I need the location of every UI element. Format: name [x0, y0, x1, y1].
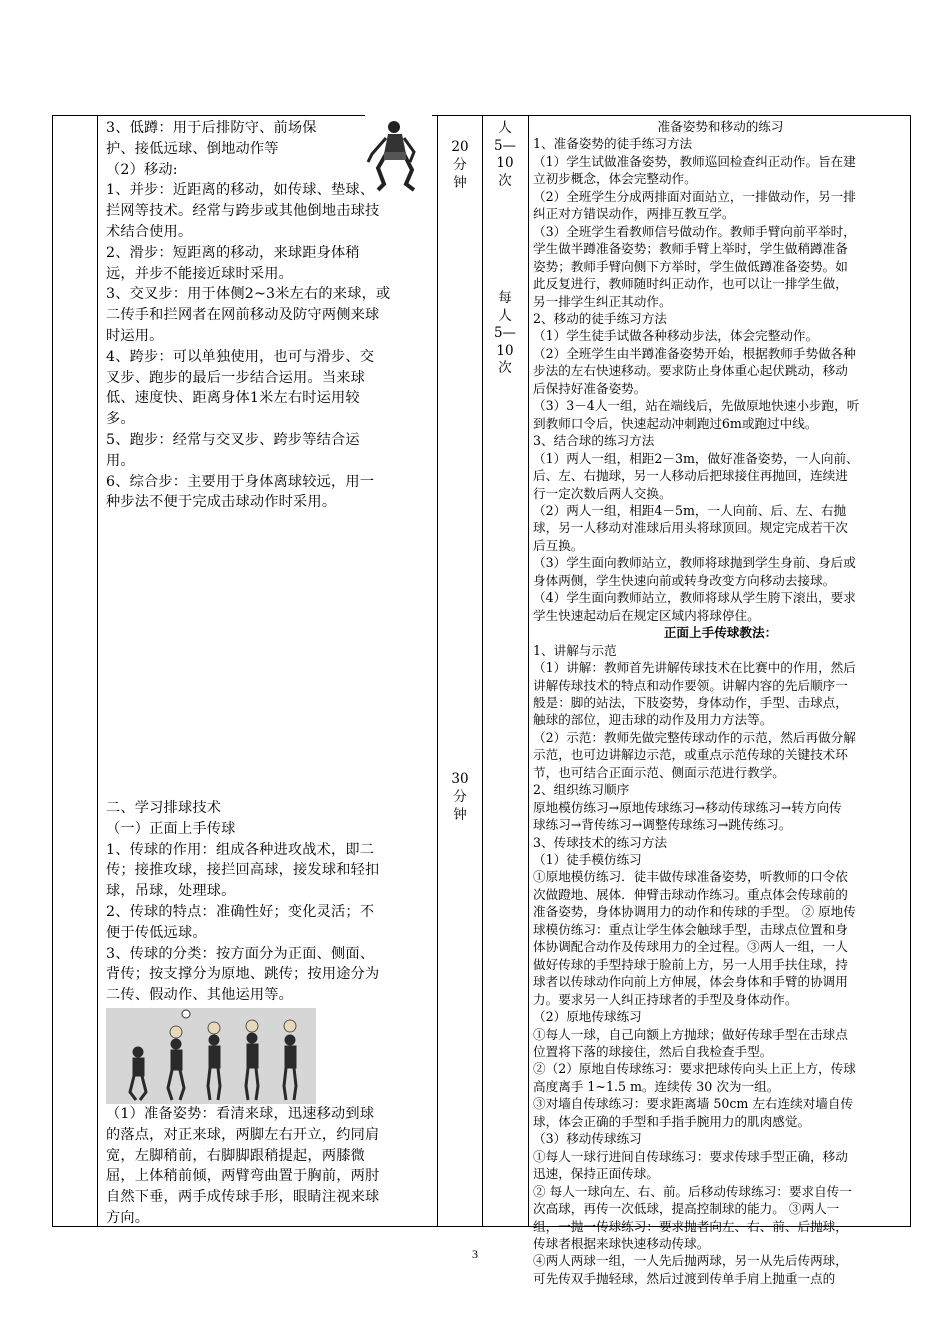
text-line: 用。 [106, 452, 135, 469]
text-line: 术结合使用。 [106, 223, 193, 240]
text-line: 远，并步不能接近球时采用。 [106, 265, 294, 282]
text-line: 背传；按支撑分为原地、跳传；按用途分为 [106, 966, 380, 983]
text-line: （1）学生试做准备姿势，教师巡回检查纠正动作。旨在建 [533, 153, 856, 169]
text-line: （2）原地传球练习 [533, 1009, 642, 1025]
text-line: 1、讲解与示范 [533, 642, 617, 658]
text-line: 步法的左右快速移动。要求防止身体重心起伏跳动，移动 [533, 363, 848, 379]
text-line: 另一排学生纠正其动作。 [533, 293, 672, 309]
text-line: 球，体会正确的手型和手指手腕用力的肌肉感觉。 [533, 1113, 811, 1129]
text-line: 球，另一人移动对准球后用头将球顶回。规定完成若干次 [533, 520, 848, 536]
text-line: 到教师口令后，快速起动冲刺跑过6m或跑过中线。 [533, 415, 818, 431]
time-unit: 钟 [453, 807, 467, 823]
text-line: 组，一抛一传球练习：要求抛者向左、右、前、后抛球， [533, 1218, 848, 1234]
text-line: 原地模仿练习→原地传球练习→移动传球练习→转方向传 [533, 799, 842, 815]
text-line: 姿势；教师手臂向侧下方举时，学生做低蹲准备姿势。如 [533, 258, 848, 274]
text-line: 二传、假动作、其他运用等。 [106, 987, 294, 1004]
text-line: 时运用。 [106, 327, 164, 344]
overhead-pass-sequence-figure [106, 1008, 316, 1104]
reps-text: 次 [498, 172, 512, 189]
text-line: 学生做半蹲准备姿势；教师手臂上举时，学生做稍蹲准备 [533, 241, 848, 257]
text-line: 方向。 [106, 1209, 150, 1226]
text-line: 宽，左脚稍前，右脚脚跟稍提起，两膝微 [106, 1147, 365, 1164]
text-line: ② 每人一球向左、右、前。后移动传球练习：要求自传一 [533, 1183, 852, 1199]
text-line: 后互换。 [533, 537, 584, 553]
text-line: 学生快速起动后在规定区域内将球停住。 [533, 607, 760, 623]
repetitions-column [485, 118, 525, 376]
column-divider [97, 115, 98, 1227]
text-line: 2、传球的特点：准确性好；变化灵活；不 [106, 903, 375, 920]
text-line: 1、传球的作用：组成各种进攻战术，即二 [106, 841, 375, 858]
text-line: （3）学生面向教师站立，教师将球抛到学生身前、身后或 [533, 555, 856, 571]
reps-text: 每 [498, 290, 512, 306]
time-unit: 钟 [453, 175, 467, 191]
text-line: 2、移动的徒手练习方法 [533, 310, 667, 326]
text-line: 可先传双手抛轻球，然后过渡到传单手肩上抛重一点的 [533, 1270, 836, 1286]
text-line: 叉步、跑步的最后一步结合运用。当来球 [106, 369, 365, 386]
text-line: 屈，上体稍前倾，两臂弯曲置于胸前，两肘 [106, 1168, 380, 1185]
reps-text: 10 [496, 155, 514, 171]
time-column [440, 118, 480, 823]
text-line: 1、并步：近距离的移动，如传球、垫球、 [106, 182, 375, 199]
time-value: 30 [451, 771, 469, 787]
text-line: 示范，也可边讲解边示范，或重点示范传球的关键技术环 [533, 747, 848, 763]
text-line: 种步法不便于完成击球动作时采用。 [106, 494, 337, 511]
reps-text: 10 [496, 342, 514, 359]
section-heading: 二、学习排球技术 [106, 800, 222, 816]
text-line: 高度离手 1~1.5 m。连续传 30 次为一组。 [533, 1078, 780, 1094]
text-line: 2、组织练习顺序 [533, 782, 630, 798]
column-divider [482, 115, 483, 1227]
text-line: 次做蹬地、展体．伸臂击球动作练习。重点体会传球前的 [533, 886, 848, 902]
teaching-methods-column [533, 118, 908, 1287]
text-line: 身体两侧，学生快速向前或转身改变方向移动去接球。 [533, 572, 836, 588]
text-line: （3）3－4人一组，站在端线后，先做原地快速小步跑，听 [533, 398, 860, 414]
text-line: 2、滑步：短距离的移动，来球距身体稍 [106, 244, 360, 261]
text-line: 迅速，保持正面传球。 [533, 1166, 659, 1182]
methods-title: 准备姿势和移动的练习 [657, 119, 784, 134]
reps-text: 次 [498, 360, 512, 376]
text-line: 准备姿势，身体协调用力的动作和传球的手型。 ② 原地传 [533, 904, 856, 920]
text-line: （2）全班学生分成两排面对面站立，一排做动作，另一排 [533, 188, 856, 204]
text-line: （1）讲解：教师首先讲解传球技术在比赛中的作用，然后 [533, 660, 856, 676]
text-line: 般是：脚的站法，下肢姿势，身体动作，手型、击球点， [533, 694, 848, 710]
text-line: 3、交叉步：用于体侧2~3米左右的来球，或 [106, 286, 391, 303]
reps-text: 人 [498, 307, 512, 324]
text-line: 做好传球的手型持球于脸前上方，另一人用手扶住球，持 [533, 956, 848, 972]
text-line: 讲解传球技术的特点和动作要领。讲解内容的先后顺序一 [533, 677, 848, 693]
text-line: 体协调配合动作及传球用力的全过程。③两人一组，一人 [533, 939, 848, 955]
text-line: 3、结合球的练习方法 [533, 433, 655, 449]
table-top-border [432, 115, 910, 116]
reps-block [485, 290, 525, 378]
column-divider [528, 115, 529, 1227]
text-line: 行一定次数后两人交换。 [533, 485, 672, 501]
text-line: （2）全班学生由半蹲准备姿势开始，根据教师手势做各种 [533, 345, 856, 361]
text-line: 传球者根据来球快速移动传球。 [533, 1236, 710, 1251]
text-line: （2）移动: [106, 161, 178, 178]
text-line: 传；接推攻球，接拦回高球，接发球和轻扣 [106, 862, 380, 879]
methods-subtitle: 正面上手传球教法： [663, 625, 778, 641]
text-line: ①每人一球行进间自传球练习：要求传球手型正确，移动 [533, 1148, 848, 1164]
text-line: 二传手和拦网者在网前移动及防守两侧来球 [106, 307, 380, 324]
subsection-heading: （一）正面上手传球 [106, 820, 236, 837]
text-line: （4）学生面向教师站立，教师将球从学生胯下滚出，要求 [533, 590, 856, 606]
text-line: （3）全班学生看教师信号做动作。教师手臂向前平举时， [533, 223, 856, 239]
text-line: 便于传低远球。 [106, 924, 207, 941]
text-line: 多。 [106, 411, 135, 428]
table-top-border [52, 115, 365, 116]
ready-position-section [106, 1104, 438, 1229]
text-line: 球模仿练习：重点让学生体会触球手型，击球点位置和身 [533, 921, 848, 937]
text-line: 纠正对方错误动作，两排互教互学。 [533, 206, 735, 222]
text-line: （3）移动传球练习 [533, 1131, 642, 1147]
text-line: 后、左、右抛球，另一人移动后把球接住再抛回，连续进 [533, 468, 848, 484]
time-value: 20 [451, 139, 469, 155]
text-line: ④两人两球一组，一人先后抛两球，另一从先后传两球， [533, 1253, 848, 1269]
text-line: 低、速度快、距离身体1米左右时运用较 [106, 390, 360, 407]
text-line: 触球的部位，迎击球的动作及用力方法等。 [533, 712, 773, 728]
text-line: 次高球，再传一次低球，提高控制球的能力。 ③两人一 [533, 1201, 840, 1217]
text-line: （1）学生徒手试做各种移动步法，体会完整动作。 [533, 328, 819, 344]
text-line: 球，吊球，处理球。 [106, 883, 236, 900]
text-line: 后保持好准备姿势。 [533, 380, 647, 396]
text-line: （2）示范：教师先做完整传球动作的示范，然后再做分解 [533, 729, 856, 745]
text-line: （1）两人一组，相距2－3m，做好准备姿势，一人向前、 [533, 450, 859, 466]
column-divider [910, 115, 911, 1227]
time-unit: 分 [453, 157, 467, 173]
time-block [440, 770, 480, 824]
page-number: 3 [472, 1247, 478, 1261]
text-line: 4、跨步：可以单独使用，也可与滑步、交 [106, 348, 375, 365]
text-line: 5、跑步：经常与交叉步、跨步等结合运 [106, 431, 360, 448]
movement-section [106, 118, 438, 513]
time-block [440, 138, 480, 192]
teaching-content-column [106, 118, 438, 1226]
text-line: 3、低蹲：用于后排防守、前场保 [106, 120, 317, 136]
text-line: 此反复进行，教师随时纠正动作，也可以让一排学生做， [533, 276, 848, 292]
text-line: 护、接低远球、倒地动作等 [106, 140, 279, 157]
text-line: ②（2）原地自传球练习：要求把球传向头上正上方，传球 [533, 1061, 856, 1077]
text-line: （2）两人一组，相距4－5m，一人向前、后、左、右抛 [533, 502, 847, 518]
passing-technique-section [106, 798, 438, 1027]
text-line: 3、传球技术的练习方法 [533, 834, 667, 850]
text-line: 立初步概念，体会完整动作。 [533, 171, 697, 187]
text-line: （1）准备姿势：看清来球，迅速移动到球 [106, 1106, 375, 1122]
text-line: 球练习→背传练习→调整传球练习→跳传练习。 [533, 817, 792, 833]
text-line: （1）徒手模仿练习 [533, 852, 642, 868]
text-line: ①原地模仿练习．徒丰做传球准备姿势，听教师的口令依 [533, 869, 848, 885]
text-line: 的落点，对正来球，两脚左右开立，约同肩 [106, 1126, 380, 1143]
text-line: 6、综合步：主要用于身体离球较远，用一 [106, 473, 375, 490]
reps-text: 人 [498, 120, 512, 136]
reps-text: 5— [493, 325, 517, 341]
text-line: 3、传球的分类：按方面分为正面、侧面、 [106, 945, 375, 962]
column-divider [52, 115, 53, 1227]
text-line: 球者以传球动作向前上方伸展，体会身体和手臂的协调用 [533, 974, 848, 990]
reps-block [485, 120, 525, 190]
text-line: ③对墙自传球练习：要求距离墙 50cm 左右连续对墙自传 [533, 1096, 854, 1112]
reps-text: 5— [493, 137, 517, 154]
text-line: 位置将下落的球接住，然后自我检查手型。 [533, 1044, 773, 1060]
text-line: 1、准备姿势的徒手练习方法 [533, 136, 693, 152]
text-line: 拦网等技术。经常与跨步或其他倒地击球技 [106, 203, 380, 220]
text-line: 自然下垂，两手成传球手形，眼睛注视来球 [106, 1189, 380, 1206]
time-unit: 分 [453, 789, 467, 805]
text-line: 力。要求另一人纠正持球者的手型及身体动作。 [533, 991, 798, 1007]
text-line: ①每人一球，自己向额上方抛球；做好传球手型在击球点 [533, 1026, 848, 1042]
text-line: 节，也可结合正面示范、侧面示范进行教学。 [533, 764, 785, 780]
